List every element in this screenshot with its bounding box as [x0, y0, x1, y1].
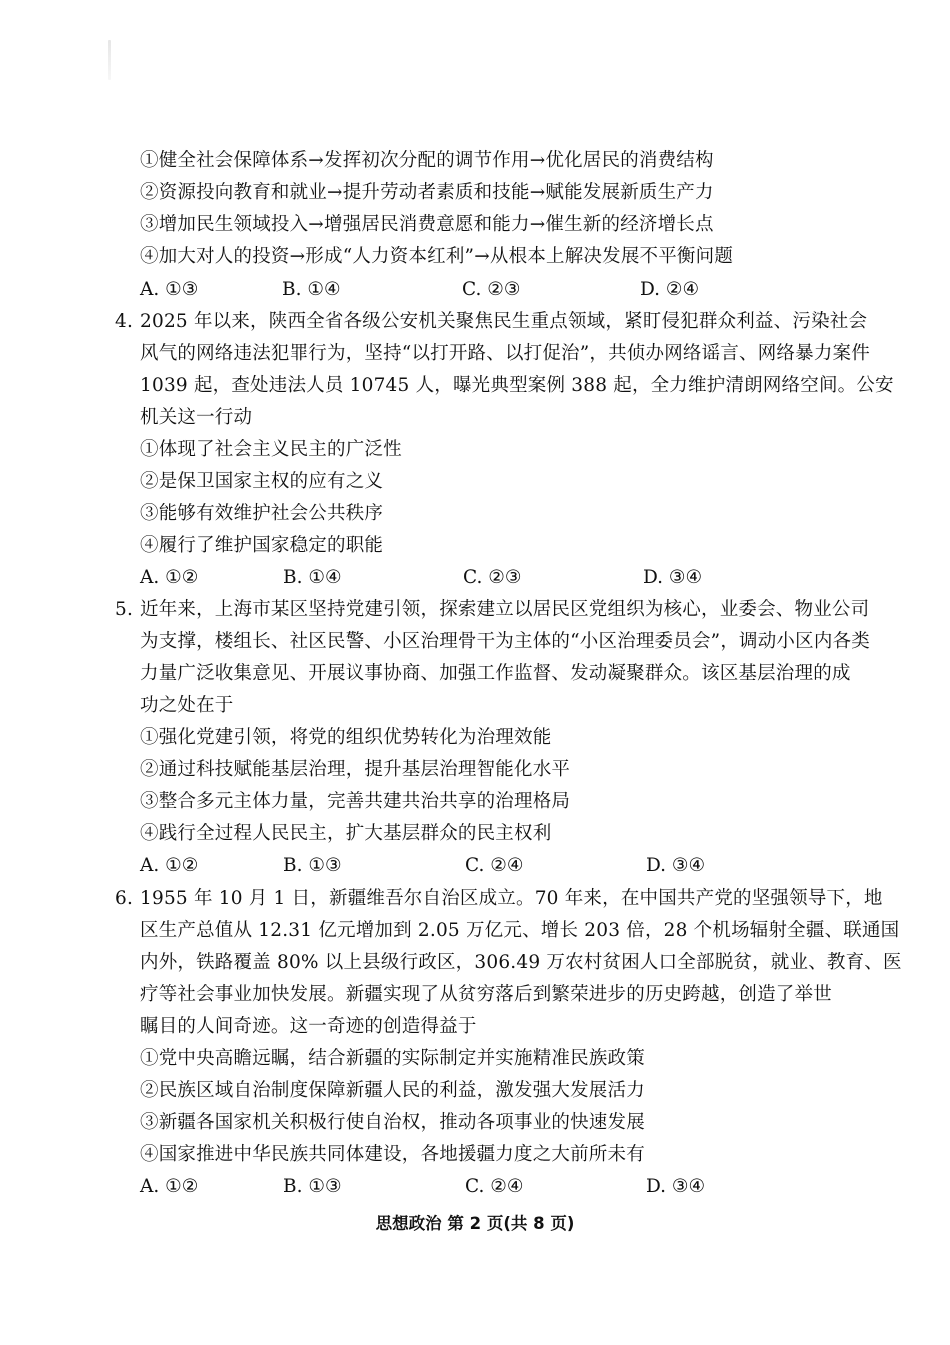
- q4-option-c: C. ②③: [463, 567, 522, 588]
- q4-stem-line-1: [115, 310, 867, 334]
- q6-stem-line-1: [115, 887, 883, 911]
- q4-option-a: A. ①②: [140, 567, 199, 588]
- q4-statement-2: ②是保卫国家主权的应有之义: [140, 471, 384, 492]
- q4-stem-line-3: 1039 起，查处违法人员 10745 人，曝光典型案例 388 起，全力维护清朗网络空间。公安: [140, 375, 894, 396]
- scan-mark: [108, 40, 111, 80]
- q3-option-a: A. ①③: [140, 279, 199, 300]
- q4-option-d: D. ③④: [643, 567, 703, 588]
- q6-statement-1: ①党中央高瞻远瞩，结合新疆的实际制定并实施精准民族政策: [140, 1048, 645, 1069]
- q3-statement-2: ②资源投向教育和就业→提升劳动者素质和技能→赋能发展新质生产力: [140, 182, 714, 203]
- q5-statement-4: ④践行全过程人民民主，扩大基层群众的民主权利: [140, 823, 552, 844]
- q6-stem-line-2: 区生产总值从 12.31 亿元增加到 2.05 万亿元、增长 203 倍，28 个机场辐射全疆、联通国: [140, 920, 900, 941]
- q6-stem-line-3: 内外，铁路覆盖 80% 以上县级行政区，306.49 万农村贫困人口全部脱贫，就业、教育、医: [140, 952, 902, 973]
- q6-statement-2: ②民族区域自治制度保障新疆人民的利益，激发强大发展活力: [140, 1080, 645, 1101]
- q5-stem-line-1: [115, 598, 869, 622]
- q3-statement-4: ④加大对人的投资→形成“人力资本红利”→从根本上解决发展不平衡问题: [140, 246, 734, 267]
- q6-stem-line-4: 疗等社会事业加快发展。新疆实现了从贫穷落后到繁荣进步的历史跨越，创造了举世: [140, 984, 832, 1005]
- q3-option-b: B. ①④: [282, 279, 341, 300]
- q5-statement-2: ②通过科技赋能基层治理，提升基层治理智能化水平: [140, 759, 571, 780]
- q6-statement-4: ④国家推进中华民族共同体建设，各地援疆力度之大前所未有: [140, 1144, 645, 1165]
- q4-stem-line-4: 机关这一行动: [140, 407, 253, 428]
- q6-option-d: D. ③④: [646, 1176, 706, 1197]
- q3-option-d: D. ②④: [640, 279, 700, 300]
- q5-stem-line-2: 为支撑，楼组长、社区民警、小区治理骨干为主体的“小区治理委员会”，调动小区内各类: [140, 631, 870, 652]
- q5-number: 5.: [115, 599, 134, 620]
- q5-option-c: C. ②④: [465, 855, 524, 876]
- q6-statement-3: ③新疆各国家机关积极行使自治权，推动各项事业的快速发展: [140, 1112, 645, 1133]
- q5-stem-text-1: 近年来，上海市某区坚持党建引领，探索建立以居民区党组织为核心，业委会、物业公司: [140, 599, 870, 620]
- q4-number: 4.: [115, 311, 134, 332]
- q5-statement-1: ①强化党建引领，将党的组织优势转化为治理效能: [140, 727, 552, 748]
- q4-option-b: B. ①④: [283, 567, 342, 588]
- q5-stem-line-3: 力量广泛收集意见、开展议事协商、加强工作监督、发动凝聚群众。该区基层治理的成: [140, 663, 851, 684]
- q3-statement-3: ③增加民生领域投入→增强居民消费意愿和能力→催生新的经济增长点: [140, 214, 714, 235]
- q6-option-c: C. ②④: [465, 1176, 524, 1197]
- q5-options: [140, 854, 860, 878]
- q6-option-a: A. ①②: [140, 1176, 199, 1197]
- q6-stem-text-1: 1955 年 10 月 1 日，新疆维吾尔自治区成立。70 年来，在中国共产党的坚强领导下，地: [140, 888, 883, 909]
- q4-statement-4: ④履行了维护国家稳定的职能: [140, 535, 384, 556]
- q3-statement-1: ①健全社会保障体系→发挥初次分配的调节作用→优化居民的消费结构: [140, 150, 714, 171]
- q5-option-a: A. ①②: [140, 855, 199, 876]
- q5-statement-3: ③整合多元主体力量，完善共建共治共享的治理格局: [140, 791, 571, 812]
- q4-statement-1: ①体现了社会主义民主的广泛性: [140, 439, 402, 460]
- q3-option-c: C. ②③: [462, 279, 521, 300]
- q4-statement-3: ③能够有效维护社会公共秩序: [140, 503, 384, 524]
- q4-stem-line-2: 风气的网络违法犯罪行为，坚持“以打开路、以打促治”，共侦办网络谣言、网络暴力案件: [140, 343, 870, 364]
- page-footer: 思想政治 第 2 页(共 8 页): [375, 1214, 575, 1233]
- q6-number: 6.: [115, 888, 134, 909]
- q6-stem-line-5: 瞩目的人间奇迹。这一奇迹的创造得益于: [140, 1016, 477, 1037]
- q6-option-b: B. ①③: [283, 1176, 342, 1197]
- q6-options: [140, 1175, 860, 1199]
- q5-stem-line-4: 功之处在于: [140, 695, 234, 716]
- q4-options: [140, 566, 860, 590]
- q5-option-b: B. ①③: [283, 855, 342, 876]
- q5-option-d: D. ③④: [646, 855, 706, 876]
- q3-options: [140, 278, 860, 302]
- q4-stem-text-1: 2025 年以来，陕西全省各级公安机关聚焦民生重点领域，紧盯侵犯群众利益、污染社会: [140, 311, 868, 332]
